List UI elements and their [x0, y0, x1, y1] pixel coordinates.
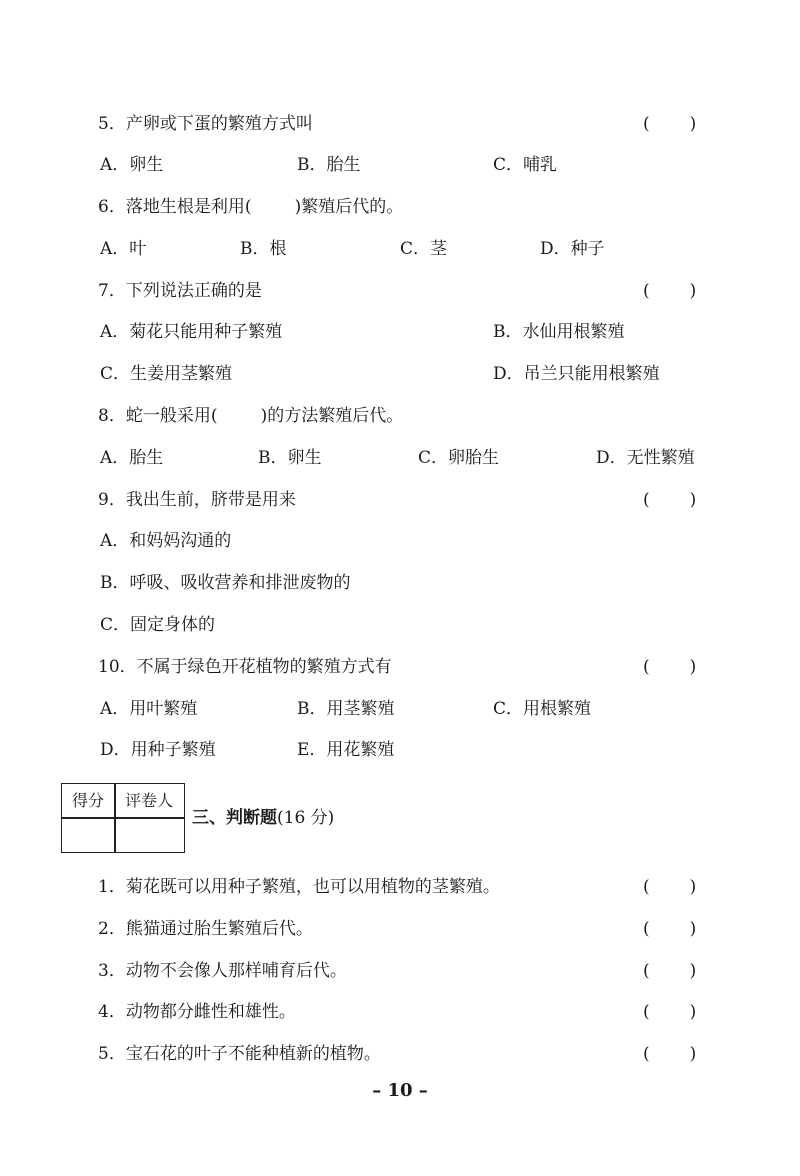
section-points: (16 分) — [277, 808, 335, 828]
answer-paren-j5[interactable]: ( ) — [643, 1044, 697, 1064]
q9-option-a: A．和妈妈沟通的 — [100, 531, 232, 551]
q6-option-c: C．茎 — [400, 239, 448, 259]
q10-option-a: A．用叶繁殖 — [100, 699, 198, 719]
q10-option-b: B．用茎繁殖 — [297, 699, 395, 719]
judgment-5: 5．宝石花的叶子不能种植新的植物。 — [98, 1044, 381, 1064]
q5-option-c: C．哺乳 — [493, 155, 558, 175]
q5-option-a: A．卵生 — [100, 155, 164, 175]
q8-option-b: B．卵生 — [258, 448, 322, 468]
q5-option-b: B．胎生 — [297, 155, 361, 175]
q7-option-c: C．生姜用茎繁殖 — [100, 364, 233, 384]
score-table — [61, 783, 185, 853]
q10-option-e: E．用花繁殖 — [297, 740, 395, 760]
answer-paren-j2[interactable]: ( ) — [643, 919, 697, 939]
q9-option-c: C．固定身体的 — [100, 615, 216, 635]
grader-header: 评卷人 — [124, 791, 173, 810]
judgment-1: 1．菊花既可以用种子繁殖，也可以用植物的茎繁殖。 — [98, 877, 500, 897]
judgment-3: 3．动物不会像人那样哺育后代。 — [98, 961, 347, 981]
question-5-stem: 5．产卵或下蛋的繁殖方式叫 — [98, 114, 313, 134]
q7-option-b: B．水仙用根繁殖 — [493, 322, 625, 342]
score-cell[interactable] — [62, 818, 114, 852]
question-9-stem: 9．我出生前，脐带是用来 — [98, 490, 296, 510]
answer-paren-j4[interactable]: ( ) — [643, 1002, 697, 1022]
q7-option-d: D．吊兰只能用根繁殖 — [493, 364, 660, 384]
answer-paren-q10[interactable]: ( ) — [643, 657, 697, 677]
answer-paren-j3[interactable]: ( ) — [643, 961, 697, 981]
answer-paren-q9[interactable]: ( ) — [643, 490, 697, 510]
question-10-stem: 10．不属于绿色开花植物的繁殖方式有 — [98, 657, 392, 677]
question-6-stem: 6．落地生根是利用( )繁殖后代的。 — [98, 197, 404, 217]
q6-option-d: D．种子 — [540, 239, 605, 259]
q9-option-b: B．呼吸、吸收营养和排泄废物的 — [100, 573, 351, 593]
q8-option-a: A．胎生 — [100, 448, 164, 468]
judgment-4: 4．动物都分雌性和雄性。 — [98, 1002, 296, 1022]
question-8-stem: 8．蛇一般采用( )的方法繁殖后代。 — [98, 406, 404, 426]
page-number: – 10 – — [372, 1080, 428, 1101]
q8-option-c: C．卵胎生 — [418, 448, 500, 468]
question-7-stem: 7．下列说法正确的是 — [98, 281, 262, 301]
answer-paren-q7[interactable]: ( ) — [643, 281, 697, 301]
q6-option-a: A．叶 — [100, 239, 147, 259]
score-header: 得分 — [71, 791, 104, 810]
answer-paren-q5[interactable]: ( ) — [643, 114, 697, 134]
q7-option-a: A．菊花只能用种子繁殖 — [100, 322, 283, 342]
section-title: 三、判断题(16 分) — [192, 808, 335, 828]
answer-paren-j1[interactable]: ( ) — [643, 877, 697, 897]
q8-option-d: D．无性繁殖 — [596, 448, 695, 468]
grader-cell[interactable] — [114, 818, 184, 852]
judgment-2: 2．熊猫通过胎生繁殖后代。 — [98, 919, 313, 939]
q10-option-c: C．用根繁殖 — [493, 699, 592, 719]
q6-option-b: B．根 — [240, 239, 287, 259]
q10-option-d: D．用种子繁殖 — [100, 740, 216, 760]
